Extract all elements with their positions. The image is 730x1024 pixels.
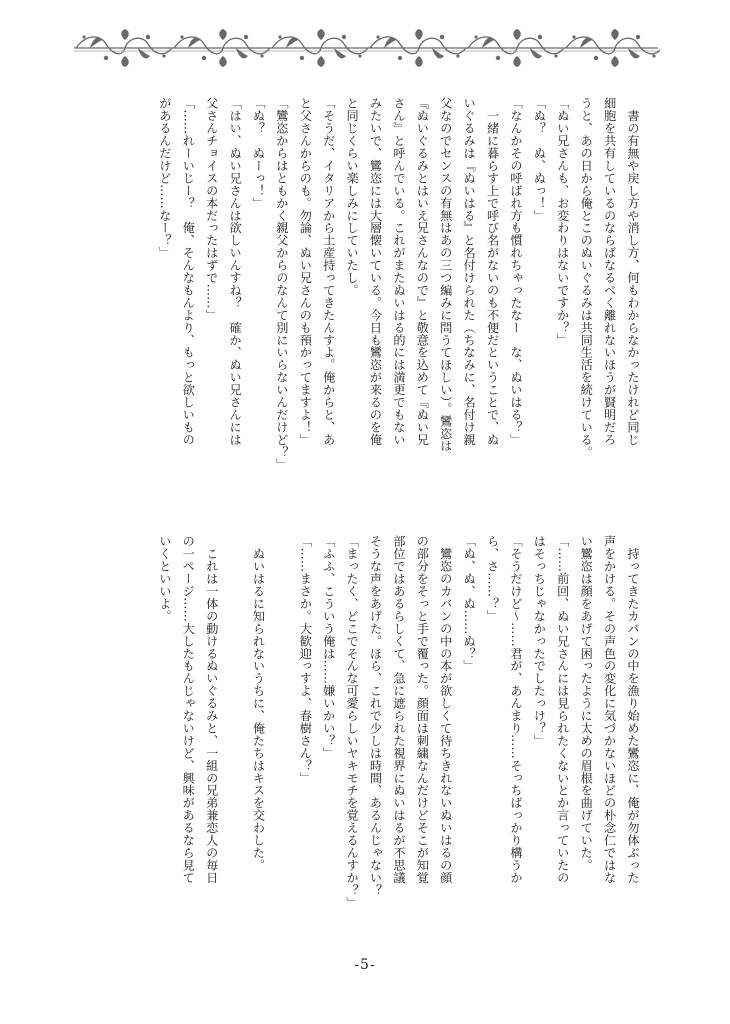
text-line: 声をかける。その声色の変化に気づかないほどの朴念仁ではな <box>602 535 617 884</box>
text-line: みたいで、鸞恣には大層懐いている。今日も鸞恣が来るのを俺 <box>368 97 383 446</box>
text-line: 「ぬ、ぬ、ぬ……ぬ？」 <box>462 535 477 672</box>
text-line: いくといいよ。 <box>157 535 172 623</box>
text-line: 書の有無や戻し方や消し方、何もわからなかったけれど同じ <box>626 97 640 446</box>
text-line: 「そうだ、イタリアから土産持ってきたんすよ。俺からと、あ <box>321 97 336 446</box>
ornamental-header-border <box>72 28 660 68</box>
text-line: 「ふふ、こういう俺は……嫌いかい？」 <box>321 535 336 760</box>
text-line: 「まったく、どこでそんな可愛らしいヤキモチを覚えるんすか？」 <box>345 535 360 909</box>
text-line: と父さんからのも。勿論、ぬい兄さんのも預かってますよ！」 <box>298 97 313 446</box>
text-line: そうな声をあげた。ほら、これで少しは時間、あるんじゃない？ <box>368 535 383 897</box>
text-line: いぐるみは『ぬいはる』と名付けられた（ちなみに、名付け親 <box>462 97 477 446</box>
page-number: -5- <box>354 957 376 973</box>
text-line: の部分をそっと手で覆った。顔面は刺繍なんだけどそこが知覚 <box>415 535 430 884</box>
text-line: ら、さ……？」 <box>485 535 500 623</box>
text-block-bottom <box>152 535 644 940</box>
text-line: 持ってきたカバンの中を漁り始めた鸞恣に、俺が勿体ぶった <box>626 535 640 884</box>
text-line: これは一体の動けるぬいぐるみと、一組の兄弟兼恋人の毎日 <box>204 535 219 884</box>
text-line: 「ぬい兄さんも、お変わりはないですか？」 <box>555 97 570 346</box>
text-block-top <box>152 97 644 502</box>
text-line: 「鸞恣からはともかく親父からのなんて別にいらないんだけど？」 <box>274 97 289 471</box>
text-line: 「そうだけど〜……君が、あんまり……そっちばっかり構うか <box>508 535 523 884</box>
text-line: 「……前回、ぬい兄さんには見られたくないとか言っていたの <box>555 535 570 884</box>
text-line: 『ぬいぐるみとはいえ兄さんなので』と敬意を込めて『ぬい兄 <box>415 97 430 446</box>
text-line: 父さんチョイスの本だったはずで……」 <box>204 97 219 322</box>
text-line: 細胞を共有しているのならばなるべく離れないほうが賢明だろ <box>602 97 617 446</box>
text-line: うと、あの日から俺とこのぬいぐるみは共同生活を続けている。 <box>579 97 594 459</box>
text-line: ぬいはるに知られないうちに、俺たちはキスを交わした。 <box>251 535 266 872</box>
text-line: があるんだけど……なー？」 <box>157 97 172 259</box>
text-line: 鸞恣のカバンの中の本が欲しくて待ちきれないぬいはるの顔 <box>438 535 453 884</box>
text-line: 一緒に暮らす上で呼び名がないのも不便だということで、ぬ <box>485 97 500 446</box>
text-line: 部位ではあるらしくて、急に遮られた視界にぬいはるが不思議 <box>391 535 406 884</box>
text-line: の一ページ……大したもんじゃないけど、興味があるなら見て <box>181 535 196 884</box>
text-line: はそっちじゃなかったでしたっけ？」 <box>532 535 547 747</box>
text-line: 「ぬ？ ぬーっ！」 <box>251 97 266 210</box>
text-line: 「ぬ？ ぬ、ぬっ！」 <box>532 97 547 222</box>
text-line: さん』と呼んでいる。これがまたぬいはる的には満更でもない <box>391 97 406 446</box>
text-line <box>270 535 293 940</box>
text-line: 「……れーいじー？ 俺、そんなもんより、もっと欲しいもの <box>181 97 196 446</box>
text-line: と同じくらい楽しみにしていたし。 <box>345 97 360 297</box>
text-line: 「……まさか。大歓迎っすよ、春樹さん？」 <box>298 535 313 784</box>
text-line: 「なんかその呼ばれ方も慣れちゃったなー な、ぬいはる？」 <box>508 97 523 446</box>
text-line: 「はい、ぬい兄さんは欲しいんすね？ 確か、ぬい兄さんには <box>228 97 243 446</box>
text-line: い鸞恣は顔をあげて困ったように太めの眉根を曲げていた。 <box>579 535 594 872</box>
text-line <box>223 535 246 940</box>
text-line: 父なのでセンスの有無はあの三つ編みに問うてほしい）。鸞恣は <box>438 97 453 452</box>
